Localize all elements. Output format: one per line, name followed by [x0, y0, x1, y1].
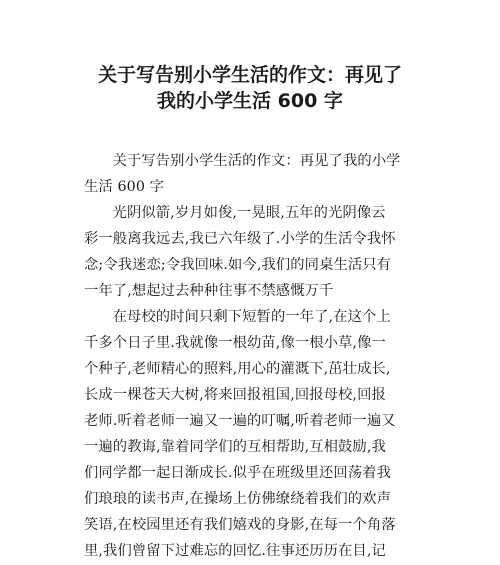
document-body [84, 148, 420, 564]
paragraph-line: 在母校的时间只剩下短暂的一年了,在这个上 [112, 309, 391, 325]
paragraph-line: 们同学都一起日渐成长.似乎在班级里还回荡着我 [84, 465, 391, 481]
paragraph-line: 关于写告别小学生活的作文：再见了我的小学 [112, 153, 401, 169]
document-title [40, 62, 460, 114]
paragraph-line: 个种子,老师精心的照料,用心的灌溉下,茁壮成长, [84, 361, 391, 377]
paragraph-line: 千多个日子里.我就像一根幼苗,像一根小草,像一 [84, 335, 386, 351]
paragraph-line: 一遍的教诲,靠着同学们的互相帮助,互相鼓励,我 [84, 439, 386, 455]
paragraph-line: 生活 600 字 [84, 179, 165, 195]
paragraph-line: 长成一棵苍天大树,将来回报祖国,回报母校,回报 [84, 387, 386, 403]
paragraph-line: 一年了,想起过去种种往事不禁感慨万千 [84, 283, 334, 299]
paragraph-line: 彩一般离我远去,我已六年级了.小学的生活令我怀 [84, 231, 396, 247]
paragraph-line: 里,我们曾留下过难忘的回忆.往事还历历在目,记 [84, 543, 386, 559]
paragraph-intro [84, 148, 420, 200]
paragraph-line: 们琅琅的读书声,在操场上仿佛缭绕着我们的欢声 [84, 491, 391, 507]
paragraph-line: 笑语,在校园里还有我们嬉戏的身影,在每一个角落 [84, 517, 396, 533]
title-line-2: 我的小学生活 600 字 [157, 90, 343, 112]
title-line-1: 关于写告别小学生活的作文：再见了 [97, 64, 402, 86]
paragraph-line: 光阴似箭,岁月如俊,一晃眼,五年的光阴像云 [112, 205, 386, 221]
paragraph-line: 老师.听着老师一遍又一遍的叮嘱,听着老师一遍又 [84, 413, 396, 429]
paragraph-school-memories [84, 304, 420, 564]
paragraph-time-flies [84, 200, 420, 304]
paragraph-line: 念;令我迷恋;令我回味.如今,我们的同桌生活只有 [84, 257, 392, 273]
